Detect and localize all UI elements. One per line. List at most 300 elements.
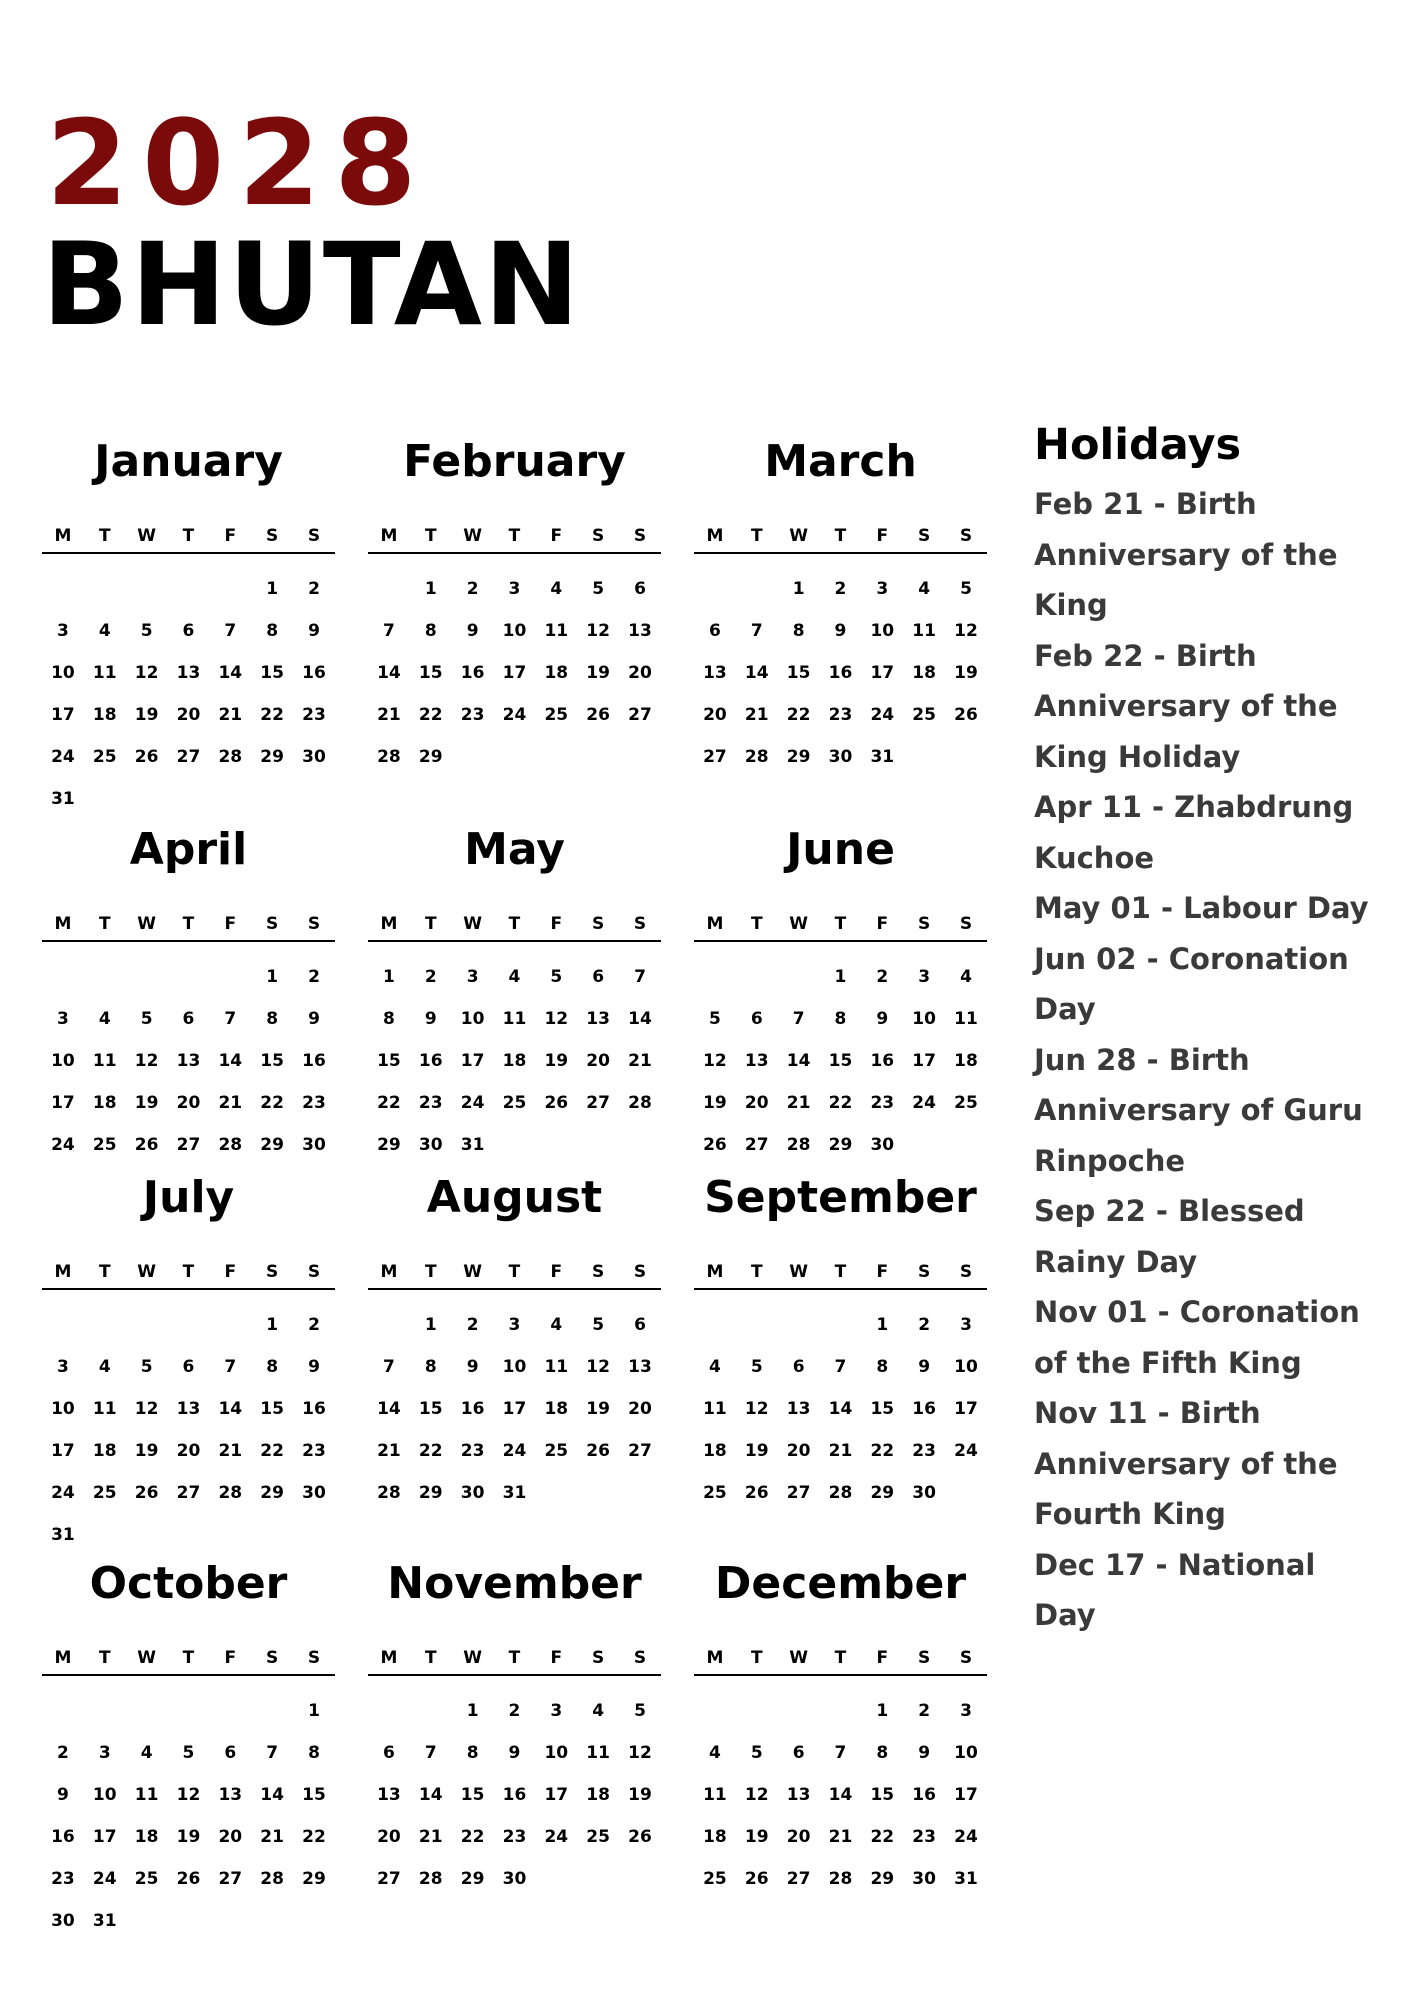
day-cell: 10 [51, 1051, 75, 1071]
day-blank [84, 956, 126, 998]
day-cell: 7 [383, 621, 395, 641]
day-cell: 28 [218, 1135, 243, 1155]
weekday-header [42, 914, 335, 942]
day-cell: 21 [744, 705, 769, 725]
weekday-label: M [706, 914, 724, 934]
day-cell: 13 [628, 621, 652, 641]
holiday-line: Anniversary of Guru [1034, 1093, 1363, 1127]
day-cell: 6 [634, 579, 646, 599]
day-blank [168, 956, 210, 998]
day-cell: 13 [786, 1785, 811, 1805]
day-cell: 6 [383, 1743, 395, 1763]
day-cell: 2 [308, 967, 320, 987]
day-cell: 19 [134, 705, 159, 725]
day-cell: 12 [134, 1399, 159, 1419]
day-cell: 14 [218, 1399, 243, 1419]
day-blank [778, 1690, 820, 1732]
day-cell: 23 [302, 1441, 326, 1461]
day-cell: 22 [260, 1093, 284, 1113]
weekday-label: F [876, 526, 889, 546]
day-cell: 1 [876, 1701, 889, 1721]
day-cell: 12 [586, 621, 610, 641]
day-blank [736, 568, 778, 610]
day-cell: 1 [424, 579, 437, 599]
month-name: July [142, 1172, 235, 1223]
day-cell: 12 [544, 1009, 569, 1029]
day-cell: 5 [750, 1743, 763, 1763]
day-cell: 28 [218, 1483, 243, 1503]
day-cell: 5 [140, 621, 153, 641]
holiday-line: Anniversary of the [1034, 1446, 1338, 1481]
holiday-line: Kuchoe [1034, 840, 1155, 875]
day-cell: 13 [703, 663, 727, 683]
day-cell: 26 [744, 1869, 769, 1889]
weekday-label: S [307, 914, 321, 934]
day-cell: 26 [586, 1441, 610, 1461]
day-cell: 29 [377, 1135, 401, 1155]
day-cell: 2 [918, 1701, 931, 1721]
day-grid [42, 568, 335, 820]
day-blank [84, 568, 126, 610]
day-cell: 6 [182, 1009, 195, 1029]
day-cell: 13 [176, 1399, 201, 1419]
holiday-line: Sep 22 - Blessed [1034, 1194, 1305, 1228]
day-cell: 24 [460, 1093, 485, 1113]
day-cell: 25 [134, 1869, 159, 1889]
day-cell: 17 [544, 1785, 569, 1805]
month-name: December [714, 1558, 967, 1609]
day-blank [42, 1304, 84, 1346]
day-cell: 18 [586, 1785, 610, 1805]
day-cell: 7 [224, 1357, 237, 1377]
month-name: September [704, 1172, 977, 1223]
weekday-label: W [463, 1648, 482, 1668]
day-cell: 8 [308, 1743, 320, 1763]
day-cell: 29 [260, 1135, 284, 1155]
day-cell: 26 [954, 705, 978, 725]
day-cell: 2 [508, 1701, 521, 1721]
day-cell: 3 [550, 1701, 563, 1721]
day-cell: 10 [544, 1743, 569, 1763]
day-blank [820, 1304, 862, 1346]
day-blank [778, 956, 820, 998]
day-cell: 17 [51, 1093, 75, 1113]
day-cell: 1 [792, 579, 805, 599]
day-cell: 9 [466, 1357, 479, 1377]
day-cell: 4 [592, 1701, 605, 1721]
day-cell: 23 [502, 1827, 527, 1847]
day-cell: 16 [502, 1785, 527, 1805]
day-cell: 16 [912, 1785, 936, 1805]
day-cell: 20 [377, 1827, 401, 1847]
day-cell: 10 [870, 621, 895, 641]
day-cell: 22 [870, 1827, 895, 1847]
weekday-label: S [633, 526, 647, 546]
day-cell: 20 [744, 1093, 769, 1113]
day-cell: 8 [466, 1743, 479, 1763]
day-cell: 9 [876, 1009, 889, 1029]
month-name: June [786, 824, 895, 875]
day-cell: 12 [703, 1051, 727, 1071]
weekday-label: T [182, 1648, 195, 1668]
weekday-header [368, 914, 661, 942]
day-cell: 7 [266, 1743, 279, 1763]
day-cell: 9 [308, 621, 320, 641]
weekday-label: T [750, 1648, 763, 1668]
day-cell: 13 [786, 1399, 811, 1419]
day-cell: 1 [466, 1701, 479, 1721]
day-cell: 4 [98, 1357, 111, 1377]
day-cell: 21 [786, 1093, 811, 1113]
weekday-label: W [463, 1262, 482, 1282]
weekday-label: M [54, 1648, 72, 1668]
day-blank [168, 568, 210, 610]
weekday-label: S [959, 1648, 973, 1668]
day-blank [42, 1690, 84, 1732]
day-cell: 12 [134, 663, 159, 683]
day-cell: 26 [134, 747, 159, 767]
holiday-line: Fourth King [1034, 1497, 1226, 1531]
day-cell: 15 [302, 1785, 326, 1805]
day-cell: 27 [218, 1869, 243, 1889]
day-cell: 1 [424, 1315, 437, 1335]
day-cell: 15 [377, 1051, 401, 1071]
day-cell: 5 [709, 1009, 721, 1029]
day-cell: 6 [182, 621, 195, 641]
day-grid [368, 1690, 661, 1900]
day-cell: 19 [703, 1093, 727, 1113]
day-cell: 9 [834, 621, 847, 641]
weekday-label: M [706, 526, 724, 546]
day-cell: 14 [377, 663, 401, 683]
day-cell: 2 [57, 1743, 69, 1763]
day-cell: 24 [954, 1827, 978, 1847]
month-name: August [426, 1172, 603, 1223]
day-cell: 22 [870, 1441, 895, 1461]
day-cell: 16 [460, 663, 485, 683]
weekday-label: S [266, 914, 279, 934]
day-cell: 22 [302, 1827, 326, 1847]
day-blank [84, 1304, 126, 1346]
weekday-label: W [789, 1648, 808, 1668]
day-cell: 29 [260, 747, 284, 767]
day-cell: 27 [586, 1093, 610, 1113]
weekday-label: S [266, 1648, 279, 1668]
day-cell: 14 [828, 1785, 853, 1805]
weekday-label: S [592, 1648, 605, 1668]
weekday-label: W [789, 914, 808, 934]
day-cell: 17 [460, 1051, 485, 1071]
day-cell: 20 [786, 1827, 811, 1847]
day-cell: 9 [308, 1009, 320, 1029]
day-cell: 18 [703, 1827, 727, 1847]
weekday-label: T [98, 526, 111, 546]
day-cell: 15 [828, 1051, 853, 1071]
day-cell: 23 [912, 1827, 936, 1847]
day-cell: 5 [750, 1357, 763, 1377]
weekday-label: T [508, 1262, 521, 1282]
day-cell: 11 [703, 1399, 727, 1419]
day-cell: 3 [508, 1315, 521, 1335]
day-cell: 2 [834, 579, 847, 599]
holiday-line: Dec 17 - National [1034, 1547, 1316, 1582]
weekday-label: S [959, 1262, 973, 1282]
day-cell: 28 [377, 747, 401, 767]
weekday-header [694, 914, 987, 942]
day-cell: 10 [92, 1785, 117, 1805]
day-cell: 10 [954, 1743, 978, 1763]
month-name: November [387, 1558, 642, 1609]
day-blank [694, 1690, 736, 1732]
holiday-line: Day [1034, 992, 1096, 1026]
day-cell: 30 [51, 1911, 75, 1931]
day-cell: 1 [308, 1701, 320, 1721]
weekday-label: M [380, 1648, 398, 1668]
day-cell: 6 [709, 621, 721, 641]
day-cell: 15 [260, 1399, 284, 1419]
month-name: February [403, 436, 626, 487]
day-cell: 8 [424, 1357, 437, 1377]
day-cell: 29 [302, 1869, 326, 1889]
year-title: 2028 [46, 94, 431, 232]
weekday-label: M [706, 1262, 724, 1282]
day-cell: 2 [308, 579, 320, 599]
day-cell: 26 [744, 1483, 769, 1503]
day-cell: 26 [544, 1093, 569, 1113]
day-blank [126, 1304, 168, 1346]
day-cell: 15 [260, 663, 284, 683]
day-cell: 27 [176, 1135, 201, 1155]
day-cell: 30 [828, 747, 853, 767]
weekday-label: S [633, 914, 647, 934]
day-cell: 29 [418, 747, 443, 767]
day-cell: 11 [92, 663, 117, 683]
day-cell: 25 [92, 747, 117, 767]
day-cell: 27 [786, 1869, 811, 1889]
weekday-label: T [834, 526, 847, 546]
day-cell: 20 [176, 1441, 201, 1461]
holidays-title: Holidays [1034, 420, 1242, 470]
month-name: March [764, 436, 917, 487]
weekday-label: T [834, 914, 847, 934]
day-cell: 11 [703, 1785, 727, 1805]
day-cell: 11 [586, 1743, 610, 1763]
weekday-label: S [633, 1262, 647, 1282]
day-cell: 1 [876, 1315, 889, 1335]
day-cell: 25 [544, 705, 569, 725]
day-cell: 28 [418, 1869, 443, 1889]
weekday-label: T [424, 914, 437, 934]
day-cell: 6 [634, 1315, 646, 1335]
day-cell: 21 [828, 1827, 853, 1847]
holiday-line: King [1034, 588, 1108, 622]
weekday-label: F [224, 1648, 237, 1668]
day-cell: 19 [586, 1399, 610, 1419]
day-cell: 22 [828, 1093, 853, 1113]
holiday-line: Nov 11 - Birth [1034, 1396, 1261, 1430]
day-cell: 23 [912, 1441, 936, 1461]
day-blank [126, 956, 168, 998]
day-cell: 4 [508, 967, 521, 987]
day-grid [42, 1690, 335, 1942]
weekday-label: S [307, 526, 321, 546]
day-cell: 31 [870, 747, 895, 767]
day-cell: 6 [750, 1009, 763, 1029]
day-cell: 14 [260, 1785, 284, 1805]
day-cell: 15 [786, 663, 811, 683]
day-cell: 14 [377, 1399, 401, 1419]
day-cell: 28 [628, 1093, 652, 1113]
day-cell: 18 [92, 705, 117, 725]
day-cell: 5 [140, 1009, 153, 1029]
day-blank [694, 1304, 736, 1346]
day-cell: 11 [92, 1399, 117, 1419]
day-cell: 18 [703, 1441, 727, 1461]
day-cell: 11 [544, 621, 569, 641]
day-cell: 21 [377, 1441, 401, 1461]
day-cell: 30 [502, 1869, 527, 1889]
day-blank [694, 568, 736, 610]
day-cell: 1 [266, 579, 279, 599]
day-cell: 2 [918, 1315, 931, 1335]
weekday-label: S [918, 914, 931, 934]
day-cell: 30 [302, 1135, 326, 1155]
weekday-label: W [137, 526, 156, 546]
day-cell: 8 [266, 1357, 279, 1377]
day-cell: 13 [218, 1785, 243, 1805]
day-cell: 3 [918, 967, 931, 987]
day-cell: 29 [870, 1869, 895, 1889]
weekday-label: S [918, 1262, 931, 1282]
day-blank [736, 1690, 778, 1732]
day-cell: 15 [260, 1051, 284, 1071]
month-name: January [94, 436, 283, 487]
day-cell: 22 [786, 705, 811, 725]
day-cell: 1 [266, 1315, 279, 1335]
day-cell: 20 [628, 663, 652, 683]
day-cell: 14 [418, 1785, 443, 1805]
day-cell: 19 [544, 1051, 569, 1071]
day-cell: 3 [57, 1009, 69, 1029]
day-cell: 18 [502, 1051, 527, 1071]
weekday-label: T [424, 526, 437, 546]
day-cell: 18 [544, 663, 569, 683]
weekday-label: S [307, 1648, 321, 1668]
day-cell: 12 [176, 1785, 201, 1805]
day-cell: 21 [628, 1051, 652, 1071]
day-cell: 31 [51, 789, 75, 809]
weekday-label: T [508, 914, 521, 934]
weekday-label: F [224, 1262, 237, 1282]
weekday-label: S [959, 914, 973, 934]
weekday-label: W [463, 914, 482, 934]
day-cell: 1 [834, 967, 847, 987]
day-cell: 5 [182, 1743, 195, 1763]
day-cell: 4 [960, 967, 972, 987]
day-cell: 21 [418, 1827, 443, 1847]
weekday-label: M [380, 914, 398, 934]
day-cell: 28 [828, 1869, 853, 1889]
day-cell: 12 [954, 621, 978, 641]
day-cell: 25 [92, 1135, 117, 1155]
weekday-header [42, 526, 335, 554]
day-cell: 24 [51, 1135, 75, 1155]
weekday-header [42, 1648, 335, 1676]
day-cell: 1 [266, 967, 279, 987]
weekday-label: M [54, 1262, 72, 1282]
day-cell: 7 [750, 621, 763, 641]
day-cell: 19 [134, 1093, 159, 1113]
day-cell: 16 [302, 1051, 326, 1071]
day-blank [42, 568, 84, 610]
day-cell: 11 [912, 621, 936, 641]
day-cell: 10 [954, 1357, 978, 1377]
day-cell: 3 [876, 579, 889, 599]
day-cell: 9 [57, 1785, 69, 1805]
weekday-label: S [592, 914, 605, 934]
weekday-label: S [592, 526, 605, 546]
day-cell: 2 [876, 967, 889, 987]
day-cell: 16 [912, 1399, 936, 1419]
day-cell: 9 [918, 1357, 931, 1377]
day-cell: 8 [266, 1009, 279, 1029]
day-cell: 13 [176, 663, 201, 683]
day-cell: 20 [586, 1051, 610, 1071]
day-cell: 24 [870, 705, 895, 725]
day-cell: 20 [786, 1441, 811, 1461]
day-cell: 31 [954, 1869, 978, 1889]
day-cell: 22 [260, 705, 284, 725]
day-cell: 18 [544, 1399, 569, 1419]
day-blank [368, 568, 410, 610]
day-cell: 27 [703, 747, 727, 767]
day-cell: 20 [176, 705, 201, 725]
weekday-label: F [876, 1262, 889, 1282]
country-title: BHUTAN [42, 218, 582, 351]
day-grid [368, 1304, 661, 1514]
day-cell: 2 [466, 1315, 479, 1335]
weekday-label: T [98, 1262, 111, 1282]
weekday-label: S [633, 1648, 647, 1668]
day-cell: 23 [870, 1093, 895, 1113]
day-cell: 21 [218, 705, 243, 725]
day-cell: 15 [418, 663, 443, 683]
weekday-label: M [380, 1262, 398, 1282]
day-cell: 3 [57, 621, 69, 641]
weekday-label: T [508, 526, 521, 546]
day-cell: 25 [703, 1869, 727, 1889]
weekday-label: F [224, 526, 237, 546]
day-cell: 15 [870, 1785, 895, 1805]
day-cell: 18 [954, 1051, 978, 1071]
day-cell: 7 [383, 1357, 395, 1377]
day-cell: 31 [92, 1911, 117, 1931]
holiday-line: Anniversary of the [1034, 689, 1338, 723]
day-cell: 13 [586, 1009, 610, 1029]
day-cell: 26 [628, 1827, 652, 1847]
day-cell: 27 [176, 1483, 201, 1503]
weekday-label: T [750, 914, 763, 934]
weekday-label: W [789, 1262, 808, 1282]
day-cell: 16 [418, 1051, 443, 1071]
day-grid [694, 1690, 987, 1900]
weekday-label: T [834, 1648, 847, 1668]
day-cell: 28 [828, 1483, 853, 1503]
weekday-label: T [182, 1262, 195, 1282]
day-blank [209, 956, 251, 998]
day-cell: 3 [960, 1701, 972, 1721]
holiday-line: King Holiday [1034, 739, 1241, 774]
